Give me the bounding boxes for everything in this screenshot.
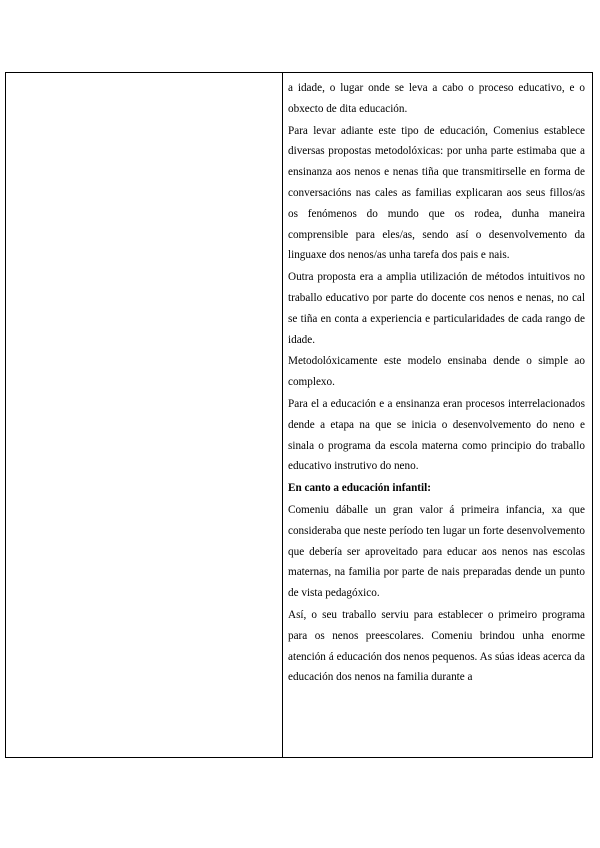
document-table	[5, 72, 593, 758]
paragraph-intuitive-methods: Outra proposta era a amplia utilización de métodos intuitivos no traballo educativo por parte do docente cos nenos e nenas, no cal se tiña en conta a experiencia e particularidades de cada rango de idade.	[288, 271, 585, 346]
paragraph-early-childhood: Comeniu dáballe un gran valor á primeira infancia, xa que consideraba que neste período ten lugar un forte desenvolvemento que debería ser aproveitado para educar aos nenos nas escolas maternas, na familia por parte de nais preparadas dende un punto de vista pedagóxico.	[288, 503, 585, 600]
paragraph-continuation: a idade, o lugar onde se leva a cabo o proceso educativo, e o obxecto de dita educación.	[288, 82, 585, 115]
section-heading: En canto a educación infantil:	[288, 482, 431, 495]
paragraph-education-processes: Para el a educación e a ensinanza eran procesos interrelacionados dende a etapa na que se inicia o desenvolvemento do neno e sinala o programa da escola materna como principio do traballo educativo instrutivo do neno.	[288, 397, 585, 473]
table-right-cell	[283, 73, 592, 757]
table-left-cell	[6, 73, 283, 757]
paragraph-simple-to-complex: Metodolóxicamente este modelo ensinaba dende o simple ao complexo.	[288, 355, 585, 389]
paragraph-methodological-proposals: Para levar adiante este tipo de educación, Comenius establece diversas propostas metodolóxicas: por unha parte estimaba que a ensinanza aos nenos e nenas tiña que transmitirselle en forma de conversacións nas cales as familias explicaran aos seus fillos/as os fenómenos do mundo que os rodea, dunha maneira comprensible para eles/as, sendo así o desenvolvemento da linguaxe dos nenos/as unha tarefa dos pais e nais.	[288, 124, 585, 262]
paragraph-preschool-program: Así, o seu traballo serviu para establecer o primeiro programa para os nenos preescolares. Comeniu brindou unha enorme atención á educación dos nenos pequenos. As súas ideas acerca da educación dos nenos na familia durante a	[288, 608, 585, 684]
